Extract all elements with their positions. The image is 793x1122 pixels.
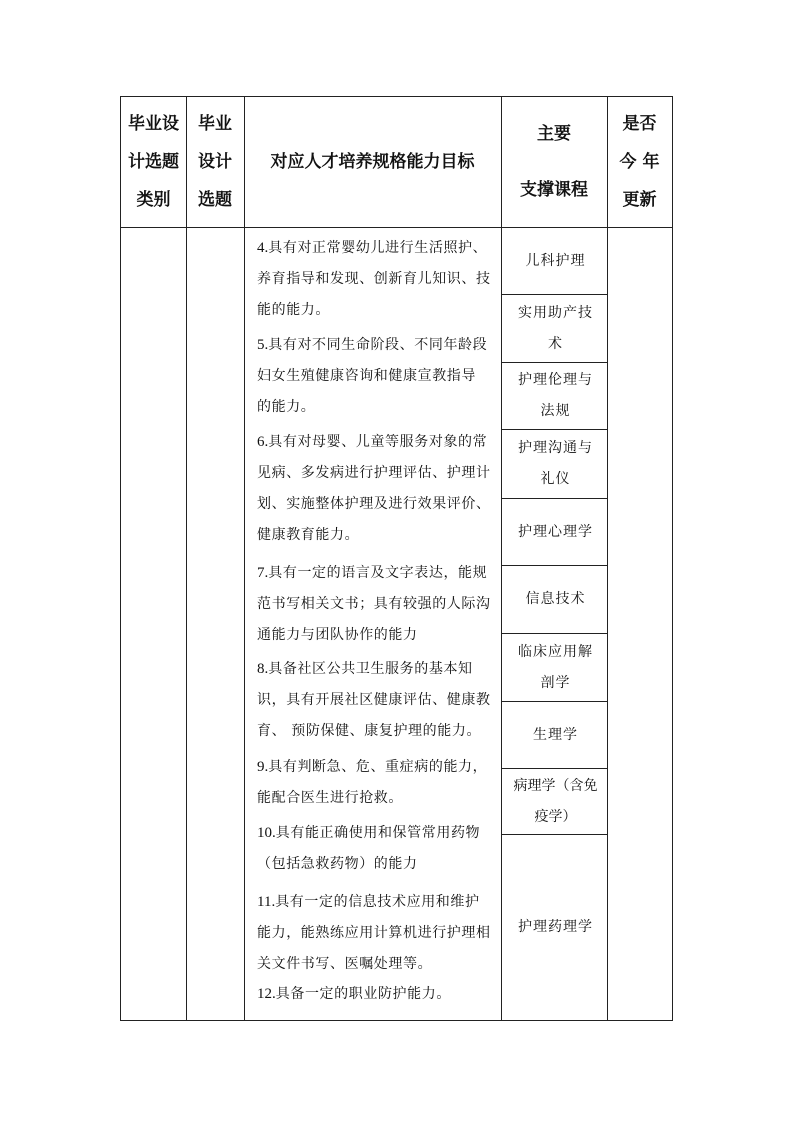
course-name: 病理学（含免 [513, 777, 598, 794]
ability-target-text: 划、实施整体护理及进行效果评价、 [257, 496, 491, 512]
header-topic-line: 设计 [198, 152, 232, 172]
ability-target-text: 能配合医生进行抢救。 [257, 790, 403, 806]
ability-target-number: 10. [257, 825, 276, 841]
ability-target-number: 8. [257, 661, 269, 677]
ability-target-text: 通能力与团队协作的能力 [257, 627, 418, 643]
column-divider [186, 97, 187, 1020]
course-name: 实用助产技 [518, 304, 593, 321]
ability-target-item [257, 887, 505, 980]
ability-target-item [257, 233, 505, 326]
ability-target-number: 5. [257, 337, 269, 353]
course-name: 疫学） [534, 808, 577, 825]
course-name: 术 [548, 335, 563, 352]
ability-target-number: 12. [257, 986, 276, 1002]
header-topic [186, 97, 244, 227]
ability-target-number: 4. [257, 240, 269, 256]
course-cell [503, 566, 608, 633]
ability-target-text: 具备社区公共卫生服务的基本知 [268, 661, 473, 677]
header-updated-this-year [607, 97, 672, 227]
ability-target-item [257, 818, 505, 880]
ability-target-number: 9. [257, 759, 269, 775]
header-topic-category-line: 毕业设 [128, 114, 179, 134]
header-topic-line: 毕业 [198, 114, 232, 134]
course-name: 护理药理学 [518, 919, 593, 935]
ability-target-text: 健康教育能力。 [257, 527, 360, 543]
ability-target-item [257, 979, 505, 1010]
ability-target-text: 具有判断急、危、重症病的能力， [268, 759, 488, 775]
header-topic-category-line: 计选题 [128, 152, 179, 172]
ability-target-number: 6. [257, 434, 269, 450]
ability-target-text: 见病、多发病进行护理评估、护理计 [257, 465, 491, 481]
ability-target-text: （包括急救药物）的能力 [257, 856, 418, 872]
header-updated-line: 今 年 [619, 152, 660, 172]
ability-target-text: 具有对母婴、儿童等服务对象的常 [268, 434, 488, 450]
course-name: 护理沟通与 [518, 440, 593, 456]
ability-target-text: 关文件书写、医嘱处理等。 [257, 956, 433, 972]
course-cell [503, 228, 608, 294]
course-cell [503, 363, 608, 429]
header-ability-target-label: 对应人才培养规格能力目标 [270, 152, 475, 172]
column-divider [244, 97, 245, 1020]
ability-target-item [257, 558, 505, 651]
course-name: 护理心理学 [518, 523, 593, 540]
ability-target-text: 具有对不同生命阶段、不同年龄段 [268, 337, 488, 353]
course-name: 法规 [540, 403, 571, 419]
ability-target-item [257, 427, 505, 551]
header-updated-line: 是否 [622, 114, 657, 134]
course-cell [503, 769, 608, 834]
ability-target-number: 11. [257, 894, 276, 910]
ability-target-text: 养育指导和发现、创新育儿知识、技 [257, 271, 491, 287]
course-cell [503, 835, 608, 1020]
course-cell [503, 634, 608, 701]
curriculum-table [120, 96, 673, 1021]
course-cell [503, 430, 608, 498]
ability-target-text: 具备一定的职业防护能力。 [275, 986, 451, 1002]
ability-target-item [257, 330, 505, 423]
course-name: 生理学 [533, 726, 578, 743]
course-cell [503, 295, 608, 362]
course-name: 护理伦理与 [518, 372, 593, 388]
course-name: 信息技术 [525, 591, 586, 607]
course-cell [503, 702, 608, 768]
ability-target-text: 育、 预防保健、康复护理的能力。 [257, 723, 482, 739]
header-ability-target [244, 97, 501, 227]
header-main-courses-line: 主要 [537, 124, 571, 144]
course-name: 剖学 [540, 674, 571, 691]
ability-target-text: 识，具有开展社区健康评估、健康教 [257, 692, 491, 708]
header-topic-category [121, 97, 186, 227]
ability-target-item [257, 654, 505, 747]
header-main-courses [501, 97, 607, 227]
ability-target-text: 具有一定的信息技术应用和维护 [275, 894, 480, 910]
header-updated-line: 更新 [622, 190, 657, 210]
ability-target-text: 具有对正常婴幼儿进行生活照护、 [268, 240, 488, 256]
ability-target-text: 能的能力。 [257, 302, 330, 318]
ability-target-text: 的能力。 [257, 399, 316, 415]
course-cell [503, 499, 608, 565]
ability-target-text: 范书写相关文书；具有较强的人际沟 [257, 596, 491, 612]
course-name: 临床应用解 [518, 643, 593, 660]
ability-target-text: 妇女生殖健康咨询和健康宣教指导 [257, 368, 476, 384]
ability-target-item [257, 752, 505, 814]
ability-target-number: 7. [257, 565, 269, 581]
ability-target-text: 具有能正确使用和保管常用药物 [275, 825, 481, 841]
ability-target-text: 能力，能熟练应用计算机进行护理相 [257, 925, 491, 941]
course-name: 儿科护理 [525, 252, 586, 269]
ability-target-text: 具有一定的语言及文字表达，能规 [268, 565, 488, 581]
header-topic-line: 选题 [198, 190, 232, 210]
course-name: 礼仪 [540, 471, 571, 487]
header-topic-category-line: 类别 [136, 190, 171, 210]
header-main-courses-line: 支撑课程 [520, 180, 588, 200]
